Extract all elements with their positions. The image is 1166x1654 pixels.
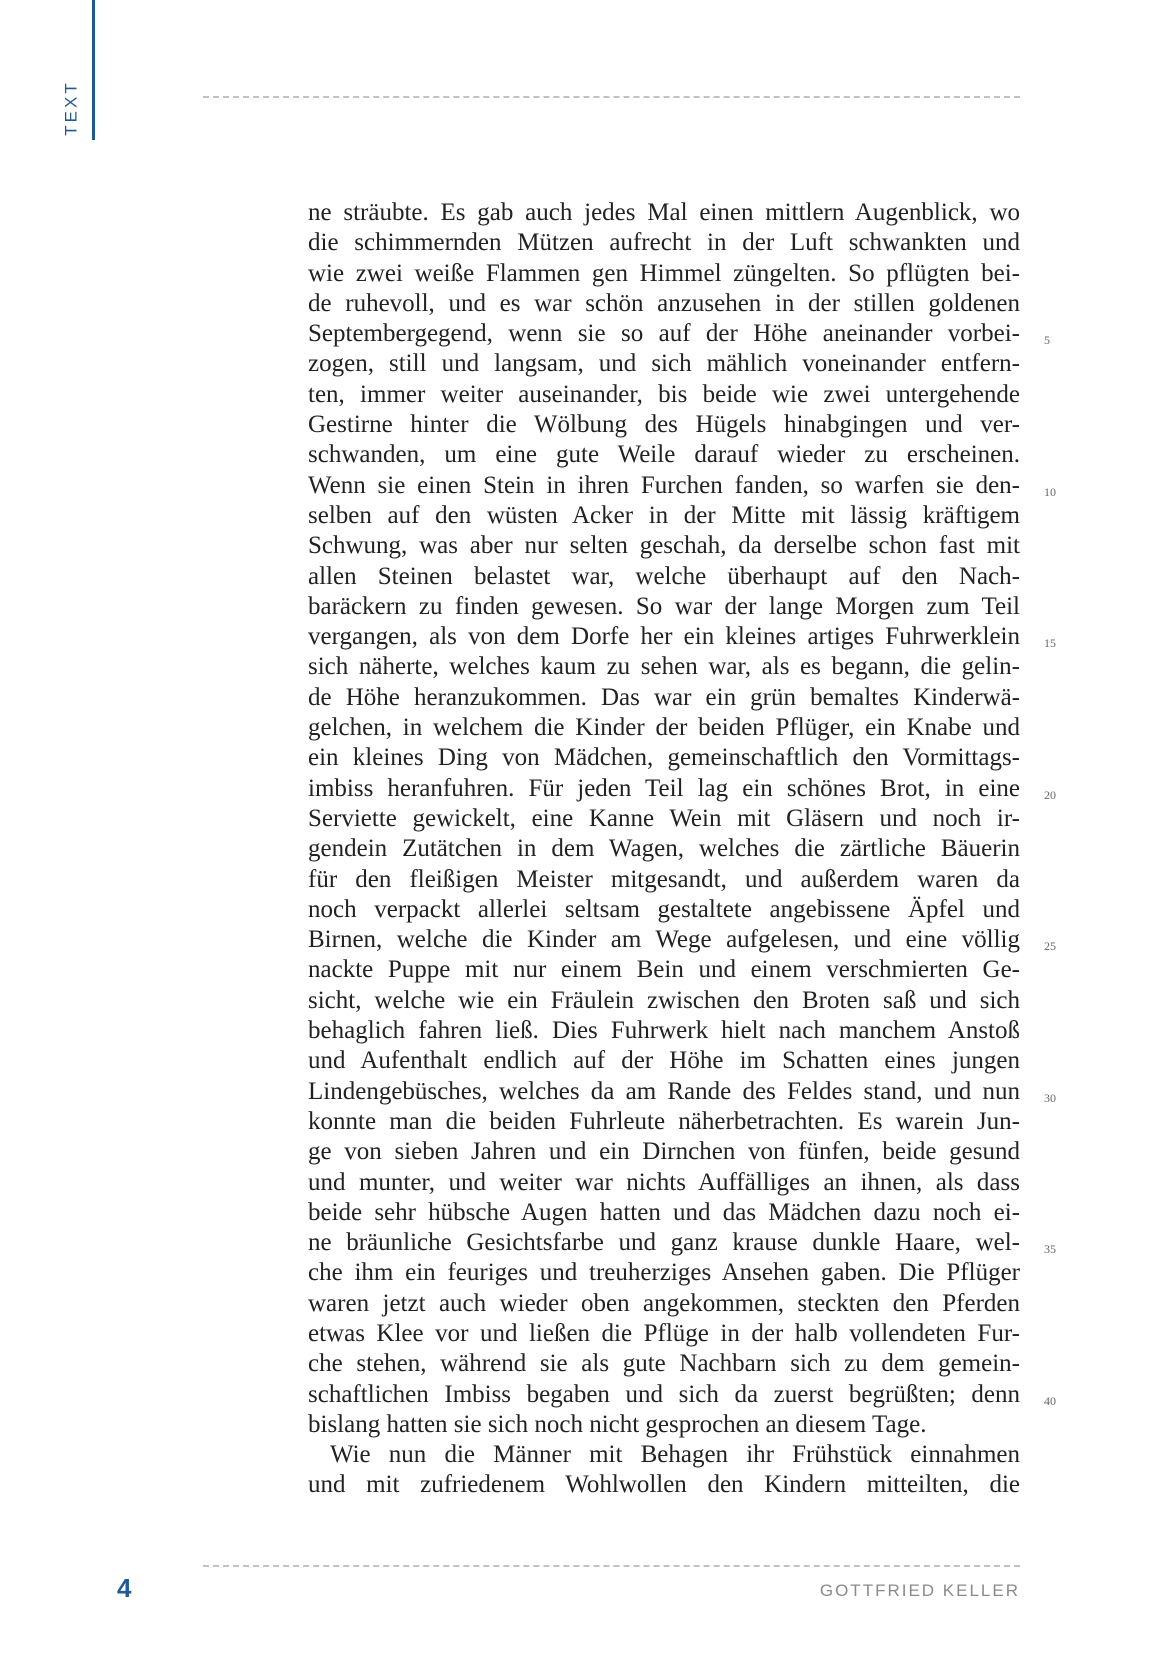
- text-line: ge von sieben Jahren und ein Dirnchen von fünfen, beide gesund: [308, 1138, 1020, 1166]
- text-line: Wie nun die Männer mit Behagen ihr Frühstück einnahmen: [330, 1441, 1020, 1469]
- top-dashed-rule: [203, 96, 1020, 98]
- text-line: beide sehr hübsche Augen hatten und das Mädchen dazu noch ei-: [308, 1198, 1020, 1226]
- text-line: che stehen, während sie als gute Nachbarn sich zu dem gemein-: [308, 1350, 1020, 1378]
- text-line: gelchen, in welchem die Kinder der beiden Pflüger, ein Knabe und: [308, 714, 1020, 742]
- text-line: Wenn sie einen Stein in ihren Furchen fanden, so warfen sie den-: [308, 471, 1020, 499]
- line-number: 15: [1044, 636, 1056, 650]
- running-footer-author: GOTTFRIED KELLER: [819, 1581, 1020, 1600]
- text-line: schaftlichen Imbiss begaben und sich da zuerst begrüßten; denn: [308, 1380, 1020, 1408]
- text-line: ne sträubte. Es gab auch jedes Mal einen mittlern Augenblick, wo: [308, 199, 1020, 226]
- text-line: ten, immer weiter auseinander, bis beide wie zwei untergehende: [308, 380, 1020, 408]
- text-line: sicht, welche wie ein Fräulein zwischen den Broten saß und sich: [308, 986, 1020, 1014]
- text-line: che ihm ein feuriges und treuherziges Ansehen gaben. Die Pflüger: [308, 1259, 1020, 1287]
- text-line: Serviette gewickelt, eine Kanne Wein mit Gläsern und noch ir-: [308, 804, 1020, 832]
- text-line: behaglich fahren ließ. Dies Fuhrwerk hielt nach manchem Anstoß: [308, 1017, 1020, 1045]
- text-line: de Höhe heranzukommen. Das war ein grün bemaltes Kinderwä-: [308, 683, 1020, 711]
- text-line: wie zwei weiße Flammen gen Himmel züngelten. So pflügten bei-: [308, 259, 1020, 287]
- bottom-dashed-rule: [203, 1565, 1020, 1567]
- line-number: 25: [1044, 939, 1056, 953]
- section-tab: [56, 78, 88, 138]
- text-line: die schimmernden Mützen aufrecht in der Luft schwankten und: [308, 229, 1020, 257]
- line-number: 35: [1044, 1242, 1056, 1256]
- text-line: für den fleißigen Meister mitgesandt, und außerdem waren da: [308, 865, 1020, 893]
- text-line: zogen, still und langsam, und sich mählich voneinander entfern-: [308, 350, 1020, 378]
- text-line: schwanden, um eine gute Weile darauf wieder zu erscheinen.: [308, 441, 1020, 469]
- text-line: ne bräunliche Gesichtsfarbe und ganz krause dunkle Haare, wel-: [308, 1229, 1020, 1257]
- text-line: Septembergegend, wenn sie so auf der Höhe aneinander vorbei-: [308, 320, 1020, 348]
- section-label: TEXT: [62, 80, 82, 136]
- line-number: 40: [1044, 1394, 1056, 1408]
- text-line: bislang hatten sie sich noch nicht gesprochen an diesem Tage.: [308, 1410, 927, 1438]
- text-line: vergangen, als von dem Dorfe her ein kleines artiges Fuhrwerklein: [308, 623, 1020, 651]
- text-line: selben auf den wüsten Acker in der Mitte mit lässig kräftigem: [308, 501, 1020, 529]
- text-line: Schwung, was aber nur selten geschah, da derselbe schon fast mit: [308, 532, 1020, 560]
- text-line: nackte Puppe mit nur einem Bein und einem verschmierten Ge-: [308, 956, 1020, 984]
- text-line: allen Steinen belastet war, welche überhaupt auf den Nach-: [308, 562, 1020, 590]
- text-line: baräckern zu finden gewesen. So war der lange Morgen zum Teil: [308, 592, 1020, 620]
- line-number: 20: [1044, 788, 1056, 802]
- text-line: konnte man die beiden Fuhrleute näherbetrachten. Es warein Jun-: [308, 1107, 1020, 1135]
- text-line: sich näherte, welches kaum zu sehen war, als es begann, die gelin-: [308, 653, 1020, 681]
- side-accent-rule: [92, 0, 95, 140]
- page-number: 4: [117, 1573, 132, 1603]
- line-number: 30: [1044, 1091, 1056, 1105]
- text-line: ein kleines Ding von Mädchen, gemeinschaftlich den Vormittags-: [308, 744, 1020, 772]
- text-line: Lindengebüsches, welches da am Rande des Feldes stand, und nun: [308, 1077, 1020, 1105]
- text-line: noch verpackt allerlei seltsam gestaltete angebissene Äpfel und: [308, 895, 1020, 923]
- text-line: gendein Zutätchen in dem Wagen, welches die zärtliche Bäuerin: [308, 835, 1020, 863]
- text-line: etwas Klee vor und ließen die Pflüge in der halb vollendeten Fur-: [308, 1319, 1020, 1347]
- text-line: imbiss heranfuhren. Für jeden Teil lag ein schönes Brot, in eine: [308, 774, 1020, 802]
- line-number: 10: [1044, 485, 1056, 499]
- line-number: 5: [1044, 333, 1050, 347]
- text-line: und munter, und weiter war nichts Auffälliges an ihnen, als dass: [308, 1168, 1020, 1196]
- text-line: Gestirne hinter die Wölbung des Hügels hinabgingen und ver-: [308, 411, 1020, 439]
- text-line: waren jetzt auch wieder oben angekommen, steckten den Pferden: [308, 1289, 1020, 1317]
- text-line: und Aufenthalt endlich auf der Höhe im Schatten eines jungen: [308, 1047, 1020, 1075]
- body-text: [308, 198, 1020, 1501]
- text-line: Birnen, welche die Kinder am Wege aufgelesen, und eine völlig: [308, 926, 1020, 954]
- text-line: und mit zufriedenem Wohlwollen den Kindern mitteilten, die: [308, 1471, 1020, 1499]
- text-line: de ruhevoll, und es war schön anzusehen in der stillen goldenen: [308, 289, 1020, 317]
